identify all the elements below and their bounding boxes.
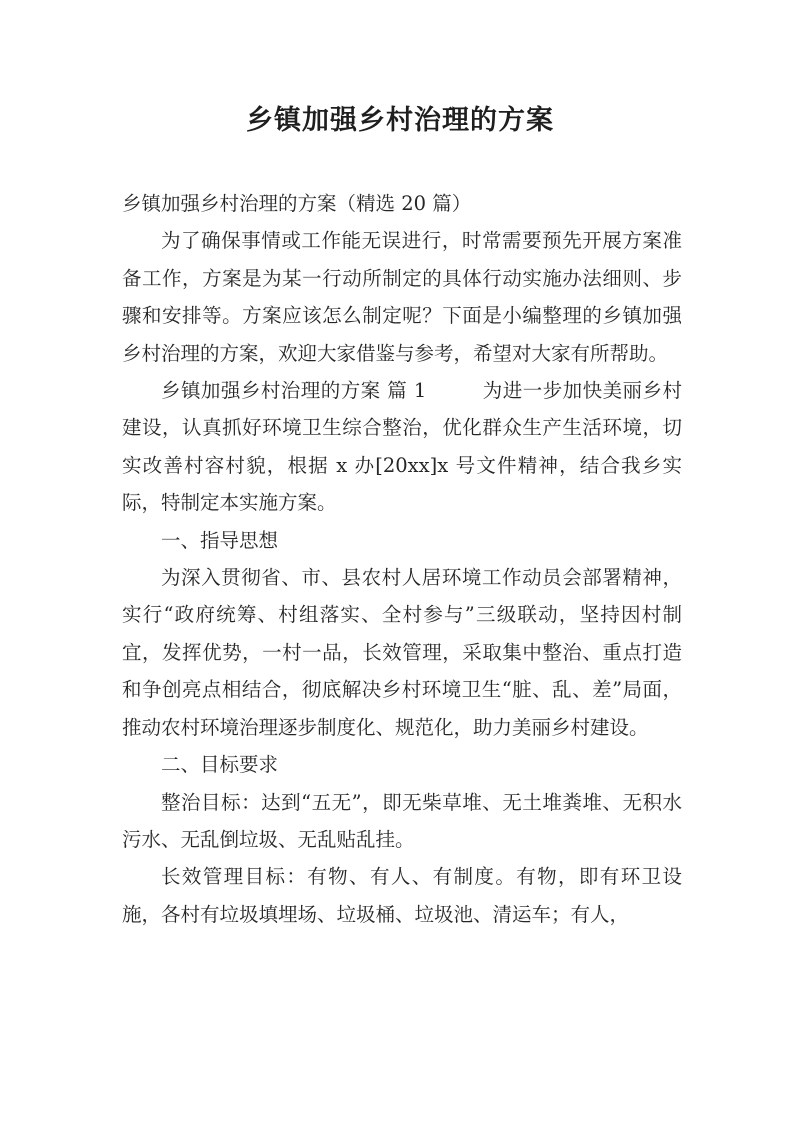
section-1-paragraph — [122, 372, 682, 522]
part-1-paragraph: 为深入贯彻省、市、县农村人居环境工作动员会部署精神，实行“政府统筹、村组落实、全村参与”三级联动，坚持因村制宜，发挥优势，一村一品，长效管理，采取集中整治、重点打造和争创亮点相结合，彻底解决乡村环境卫生“脏、乱、差”局面，推动农村环境治理逐步制度化、规范化，助力美丽乡村建设。 — [122, 566, 682, 739]
goal-2-paragraph: 长效管理目标：有物、有人、有制度。有物，即有环卫设施，各村有垃圾填埋场、垃圾桶、垃圾池、清运车；有人， — [122, 865, 682, 926]
part-1-heading: 一、指导思想 — [161, 528, 279, 552]
goal-1-paragraph: 整治目标：达到“五无”，即无柴草堆、无土堆粪堆、无积水污水、无乱倒垃圾、无乱贴乱挂。 — [122, 790, 682, 851]
document-subtitle: 乡镇加强乡村治理的方案（精选 20 篇） — [122, 192, 472, 215]
document-body — [122, 185, 682, 933]
section-1-text: 为进一步加快美丽乡村建设，认真抓好环境卫生综合整治，优化群众生产生活环境，切实改善村容村貌，根据 x 办[20xx]x 号文件精神，结合我乡实际，特制定本实施方案。 — [122, 379, 682, 515]
section-1-heading: 乡镇加强乡村治理的方案 篇 1 — [161, 379, 427, 403]
intro-paragraph: 为了确保事情或工作能无误进行，时常需要预先开展方案准备工作，方案是为某一行动所制定的具体行动实施办法细则、步骤和安排等。方案应该怎么制定呢？下面是小编整理的乡镇加强乡村治理的方案，欢迎大家借鉴与参考，希望对大家有所帮助。 — [122, 229, 682, 365]
part-2-heading: 二、目标要求 — [161, 753, 279, 777]
document-title: 乡镇加强乡村治理的方案 — [246, 105, 554, 136]
